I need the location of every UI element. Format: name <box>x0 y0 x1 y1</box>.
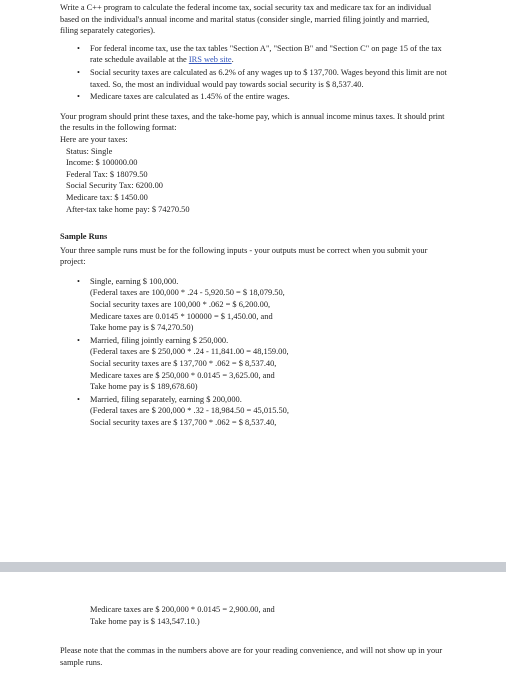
bullet-icon: • <box>77 43 80 53</box>
output-line: Income: $ 100000.00 <box>66 158 138 168</box>
run-line: Social security taxes are $ 137,700 * .062 = $ 8,537.40, <box>90 359 277 369</box>
bullet-icon: • <box>77 92 80 102</box>
bullet-icon: • <box>77 394 80 404</box>
run-line: Social security taxes are $ 137,700 * .062 = $ 8,537.40, <box>90 418 277 427</box>
run-line: Medicare taxes are 0.0145 * 100000 = $ 1,450.00, and <box>90 311 273 321</box>
bullet-icon: • <box>77 335 80 345</box>
run-title: Single, earning $ 100,000. <box>90 276 179 286</box>
run-continuation <box>60 604 448 627</box>
irs-web-site-link[interactable]: IRS web site <box>188 55 232 65</box>
page-break-divider <box>0 562 506 572</box>
section-heading: Sample Runs <box>60 232 108 242</box>
output-line: After-tax take home pay: $ 74270.50 <box>66 204 190 214</box>
output-line: Medicare tax: $ 1450.00 <box>66 192 148 202</box>
list-item <box>60 276 448 334</box>
output-format-block <box>60 134 448 215</box>
run-line: (Federal taxes are $ 200,000 * .32 - 18,984.50 = 45,015.50, <box>90 406 289 416</box>
note-paragraph: Please note that the commas in the numbers above are for your reading convenience, and will not show up in your sample runs. <box>60 646 443 667</box>
sample-runs-list <box>60 276 448 429</box>
output-line: Status: Single <box>66 146 113 156</box>
run-line: Take home pay is $ 189,678.60) <box>90 382 198 392</box>
bullet-icon: • <box>77 67 80 77</box>
list-item-text: Medicare taxes are calculated as 1.45% of the entire wages. <box>90 92 290 102</box>
list-item <box>60 91 448 103</box>
list-item-text-end: . <box>231 55 234 65</box>
bullet-icon: • <box>77 276 80 286</box>
document-page <box>60 2 448 430</box>
list-item <box>60 67 448 90</box>
run-line: Take home pay is $ 143,547.10.) <box>90 616 200 626</box>
list-item <box>60 335 448 393</box>
sample-intro-paragraph: Your three sample runs must be for the following inputs - your outputs must be correct when you submit your project: <box>60 245 428 267</box>
list-item <box>60 43 448 66</box>
document-page-continued <box>60 604 448 668</box>
output-line: Social Security Tax: 6200.00 <box>66 181 163 191</box>
run-line: (Federal taxes are $ 250,000 * .24 - 11,841.00 = 48,159.00, <box>90 347 289 357</box>
run-line: Medicare taxes are $ 200,000 * 0.0145 = 2,900.00, and <box>90 605 275 614</box>
run-title: Married, filing jointly earning $ 250,000. <box>90 335 229 345</box>
run-line: Social security taxes are 100,000 * .062 = $ 6,200.00, <box>90 300 271 310</box>
output-line: Federal Tax: $ 18079.50 <box>66 169 148 179</box>
run-title: Married, filing separately, earning $ 200,000. <box>90 394 242 404</box>
output-header: Here are your taxes: <box>60 134 128 144</box>
list-item-text: Social security taxes are calculated as 6.2% of any wages up to $ 137,700. Wages beyond this limit are not taxed. So, the most an individual would pay towards social security is $ 8,537.40. <box>90 67 447 89</box>
list-item <box>60 394 448 429</box>
list-item-text: For federal income tax, use the tax tables "Section A", "Section B" and "Section C" on page 15 of the tax rate schedule available at the <box>90 43 442 65</box>
intro-paragraph: Write a C++ program to calculate the federal income tax, social security tax and medicare tax for an individual based on the individual's annual income and marital status (consider single, married filing jointly and married, filing separately categories). <box>60 3 432 36</box>
run-line: (Federal taxes are 100,000 * .24 - 5,920.50 = $ 18,079.50, <box>90 288 285 298</box>
requirements-list <box>60 43 448 103</box>
output-intro-paragraph: Your program should print these taxes, and the take-home pay, which is annual income minus taxes. It should print the results in the following format: <box>60 111 445 133</box>
run-line: Medicare taxes are $ 250,000 * 0.0145 = 3,625.00, and <box>90 370 275 380</box>
run-line: Take home pay is $ 74,270.50) <box>90 323 194 333</box>
